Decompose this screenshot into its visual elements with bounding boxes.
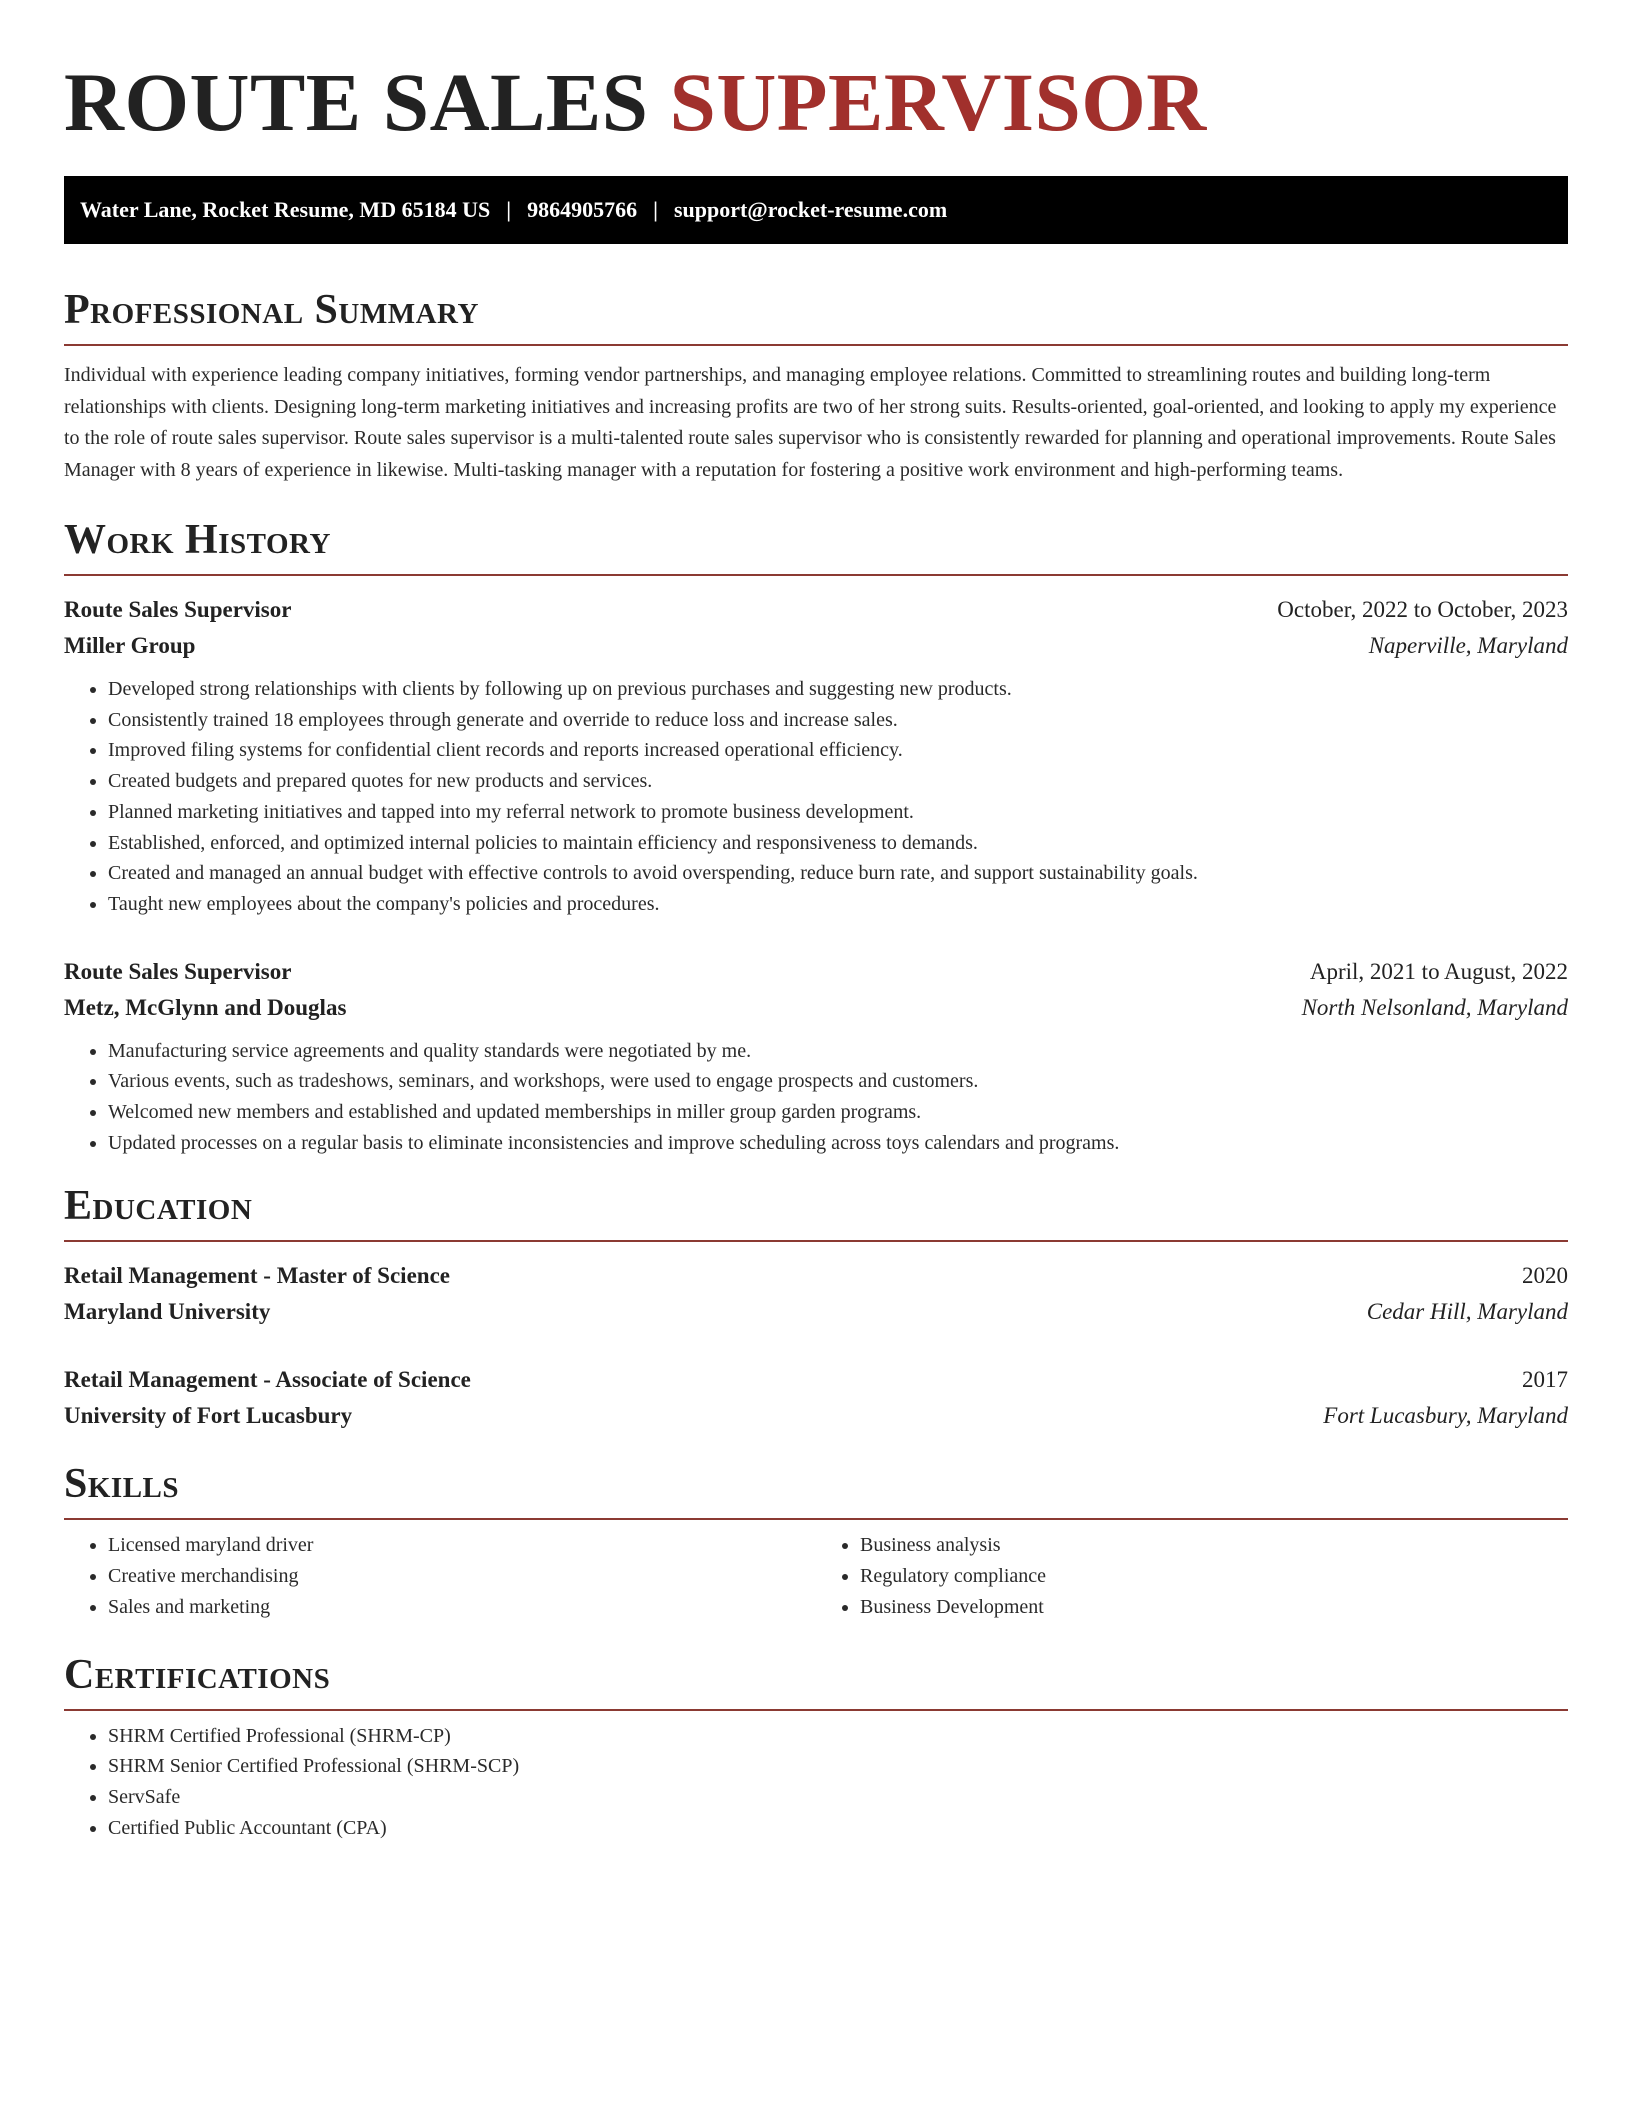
skill-item: • Sales and marketing	[108, 1592, 816, 1623]
education-year: 2020	[1522, 1263, 1568, 1289]
work-history-section	[64, 514, 1568, 1158]
job-title: Route Sales Supervisor	[64, 597, 292, 622]
certification-item: • ServSafe	[108, 1782, 1568, 1813]
name-accent: SUPERVISOR	[669, 56, 1207, 148]
contact-separator: |	[506, 197, 512, 222]
job-bullet: • Planned marketing initiatives and tapped into my referral network to promote business development.	[108, 797, 1568, 828]
name-primary: ROUTE SALES	[64, 56, 649, 148]
education-heading: Education	[64, 1180, 1568, 1242]
job-bullets	[64, 1036, 1568, 1159]
education-degree-row	[64, 1258, 1568, 1294]
certification-item: • SHRM Certified Professional (SHRM-CP)	[108, 1721, 1568, 1752]
job-dates: April, 2021 to August, 2022	[1309, 958, 1568, 984]
job-company: Miller Group	[64, 633, 196, 658]
job-entry	[64, 592, 1568, 920]
job-title-row	[64, 954, 1568, 990]
job-title-row	[64, 592, 1568, 628]
certifications-heading: Certifications	[64, 1649, 1568, 1711]
job-entry	[64, 954, 1568, 1159]
certifications-list	[64, 1721, 1568, 1844]
job-bullet: • Updated processes on a regular basis to eliminate inconsistencies and improve scheduling across toys calendars and programs.	[108, 1128, 1568, 1159]
skill-item: • Licensed maryland driver	[108, 1530, 816, 1561]
job-bullet: • Manufacturing service agreements and quality standards were negotiated by me.	[108, 1036, 1568, 1067]
skills-grid	[64, 1530, 1568, 1622]
skill-item: • Creative merchandising	[108, 1561, 816, 1592]
job-bullets	[64, 674, 1568, 920]
contact-address: Water Lane, Rocket Resume, MD 65184 US	[80, 197, 491, 222]
contact-email: support@rocket-resume.com	[673, 197, 948, 222]
skills-section	[64, 1458, 1568, 1622]
education-degree: Retail Management - Master of Science	[64, 1263, 450, 1289]
education-entry	[64, 1362, 1568, 1434]
education-degree-row	[64, 1362, 1568, 1398]
certifications-section	[64, 1649, 1568, 1844]
certification-item: • SHRM Senior Certified Professional (SHRM-SCP)	[108, 1751, 1568, 1782]
skills-heading: Skills	[64, 1458, 1568, 1520]
job-bullet: • Various events, such as tradeshows, seminars, and workshops, were used to engage prospects and customers.	[108, 1066, 1568, 1097]
job-bullet: • Created budgets and prepared quotes for new products and services.	[108, 766, 1568, 797]
education-school: University of Fort Lucasbury	[64, 1403, 353, 1429]
education-school: Maryland University	[64, 1299, 271, 1325]
education-location: Cedar Hill, Maryland	[1366, 1299, 1568, 1325]
skills-column-left	[64, 1530, 816, 1622]
skill-item: • Regulatory compliance	[860, 1561, 1568, 1592]
skill-item: • Business Development	[860, 1592, 1568, 1623]
job-location: North Nelsonland, Maryland	[1301, 994, 1568, 1020]
job-company-row	[64, 628, 1568, 664]
work-history-heading: Work History	[64, 514, 1568, 576]
education-entry	[64, 1258, 1568, 1330]
summary-text: Individual with experience leading company initiatives, forming vendor partnerships, and managing employee relations. Committed to streamlining routes and building long-term relationships with clients. Designing long-term marketing initiatives and increasing profits are two of her strong suits. Results-oriented, goal-oriented, and looking to apply my experience to the role of route sales supervisor. Route sales supervisor is a multi-talented route sales supervisor who is consistently rewarded for planning and operational improvements. Route Sales Manager with 8 years of experience in likewise. Multi-tasking manager with a reputation for fostering a positive work environment and high-performing teams.	[64, 364, 1557, 481]
education-location: Fort Lucasbury, Maryland	[1323, 1403, 1568, 1429]
resume-name	[64, 0, 1568, 152]
contact-separator: |	[653, 197, 658, 222]
job-bullet: • Taught new employees about the company's policies and procedures.	[108, 889, 1568, 920]
contact-bar	[64, 176, 1568, 244]
skill-item: • Business analysis	[860, 1530, 1568, 1561]
education-degree: Retail Management - Associate of Science	[64, 1367, 471, 1393]
job-company-row	[64, 990, 1568, 1026]
education-year: 2017	[1522, 1367, 1568, 1393]
skills-column-right	[816, 1530, 1568, 1622]
education-school-row	[64, 1398, 1568, 1434]
job-location: Naperville, Maryland	[1368, 633, 1568, 658]
job-bullet: • Consistently trained 18 employees through generate and override to reduce loss and increase sales.	[108, 705, 1568, 736]
job-bullet: • Developed strong relationships with clients by following up on previous purchases and suggesting new products.	[108, 674, 1568, 705]
education-school-row	[64, 1294, 1568, 1330]
job-title: Route Sales Supervisor	[64, 958, 292, 984]
summary-heading: Professional Summary	[64, 284, 1568, 346]
job-company: Metz, McGlynn and Douglas	[64, 994, 347, 1020]
job-bullet: • Welcomed new members and established and updated memberships in miller group garden programs.	[108, 1097, 1568, 1128]
job-bullet: • Improved filing systems for confidential client records and reports increased operational efficiency.	[108, 735, 1568, 766]
certification-item: • Certified Public Accountant (CPA)	[108, 1813, 1568, 1844]
education-section	[64, 1180, 1568, 1434]
contact-phone: 9864905766	[527, 197, 638, 222]
job-dates: October, 2022 to October, 2023	[1277, 597, 1568, 622]
job-bullet: • Created and managed an annual budget with effective controls to avoid overspending, reduce burn rate, and support sustainability goals.	[108, 858, 1568, 889]
summary-section	[64, 284, 1568, 486]
job-bullet: • Established, enforced, and optimized internal policies to maintain efficiency and responsiveness to demands.	[108, 828, 1568, 859]
